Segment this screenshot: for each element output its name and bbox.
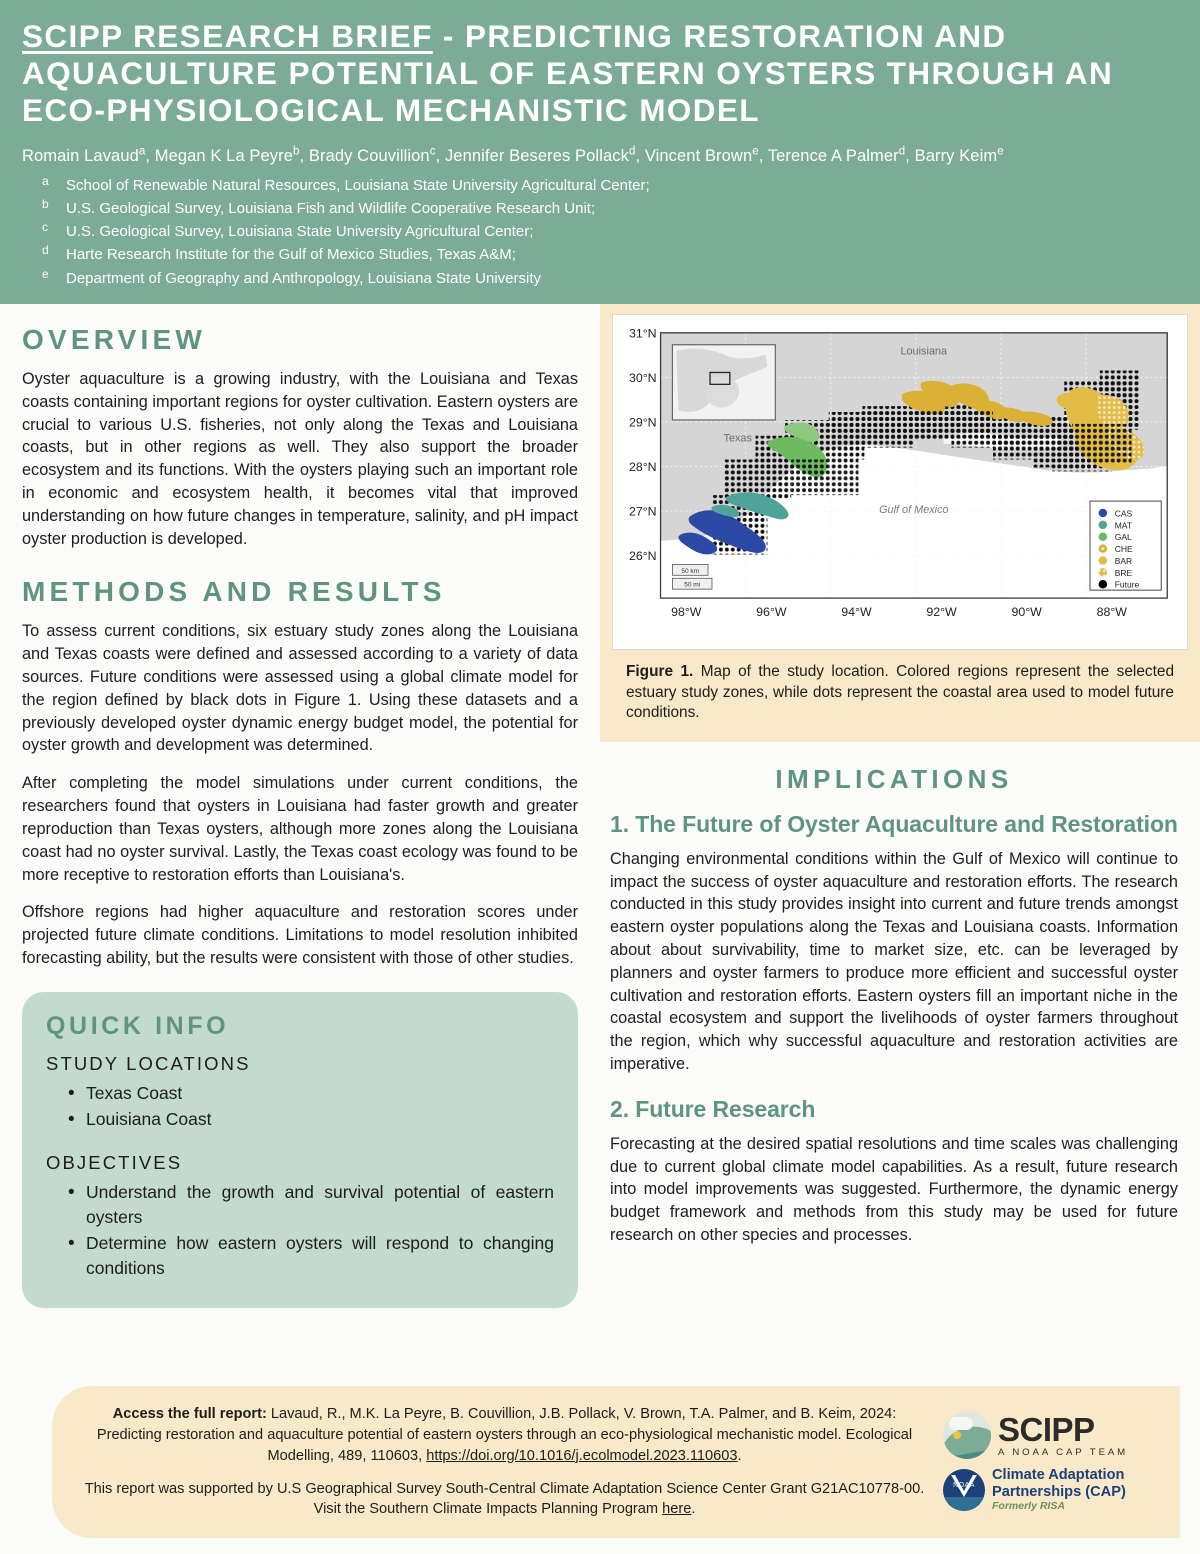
doi-link[interactable]: https://doi.org/10.1016/j.ecolmodel.2023.110603 [426, 1447, 738, 1464]
affiliation-mark: c [42, 220, 48, 235]
overview-heading: OVERVIEW [22, 323, 207, 355]
body-columns [0, 304, 1200, 1308]
map-label-texas: Texas [723, 432, 752, 445]
affiliation-text: Department of Geography and Anthropology, Louisiana State University [66, 269, 542, 287]
footer-logos [935, 1411, 1150, 1512]
figure-caption-label: Figure 1. [626, 663, 694, 681]
map-xtick-5: 88°W [1096, 604, 1127, 619]
study-locations-list [46, 1081, 554, 1132]
cap-line-2: Partnerships (CAP) [992, 1483, 1126, 1500]
affiliation-row [22, 220, 1178, 243]
author-mark-5: d [898, 145, 906, 158]
support-line [82, 1479, 927, 1520]
support-body: This report was supported by U.S Geographical Survey South-Central Climate Adaptation Science Center Grant G21AC10778-00. Visit the Southern Climate Impacts Planning Program [84, 1480, 925, 1518]
svg-text:MAT: MAT [1114, 520, 1133, 531]
affiliation-text: U.S. Geological Survey, Louisiana Fish and Wildlife Cooperative Research Unit; [66, 199, 596, 217]
scipp-globe-icon [943, 1411, 991, 1459]
author-line [22, 145, 1178, 167]
map-xtick-1: 96°W [756, 604, 787, 619]
implications-heading: IMPLICATIONS [775, 763, 1013, 794]
cap-logo [943, 1467, 1126, 1512]
map-xtick-0: 98°W [671, 604, 702, 619]
author-mark-0: a [138, 145, 146, 158]
map-ytick-2: 29°N [628, 415, 657, 430]
map-label-gulf: Gulf of Mexico [879, 503, 949, 516]
map-ytick-5: 26°N [628, 548, 657, 563]
citation-body: Lavaud, R., M.K. La Peyre, B. Couvillion, J.B. Pollack, V. Brown, T.A. Palmer, and B. Keim, 2024: Predicting restoration and aquaculture potential of eastern oysters through an eco-physiological mechanistic model. Ecological Modelling, 489, 110603, [96, 1406, 913, 1464]
implication-1-text: Changing environmental conditions within the Gulf of Mexico will continue to impact the success of oyster aquaculture and restoration efforts. The research conducted in this study provides insight into current and future trends amongst eastern oyster populations along the Texas and Louisiana coasts. Information about about survivability, time to market size, etc. can be leveraged by planners and oyster farmers to produce more efficient and successful oyster cultivation and restoration efforts. Eastern oysters fill an important niche in the coastal ecosystem and support the livelihoods of oyster farmers throughout the region, which why successful aquaculture and restoration activities are imperative. [610, 849, 1178, 1074]
map-ytick-0: 31°N [628, 326, 657, 341]
methods-paragraph-3: Offshore regions had higher aquaculture and restoration scores under projected future climate conditions. Limitations to model resolution inhibited forecasting ability, but the results were consistent with those of other studies. [22, 903, 578, 967]
affiliation-text: Harte Research Institute for the Gulf of Mexico Studies, Texas A&M; [66, 246, 516, 264]
methods-paragraph-1: To assess current conditions, six estuary study zones along the Louisiana and Texas coasts were defined and assessed according to a variety of data sources. Future conditions were assessed using a global climate model for the region defined by black dots in Figure 1. Using these datasets and a previously developed oyster dynamic energy budget model, the potential for oyster growth and development was determined. [22, 622, 578, 755]
left-column [0, 304, 600, 1308]
scipp-name: SCIPP [998, 1411, 1095, 1449]
list-item: • Understand the growth and survival potential of eastern oysters [68, 1180, 554, 1230]
document-footer [52, 1386, 1180, 1538]
author-mark-3: d [628, 145, 636, 158]
author-mark-6: e [997, 145, 1004, 158]
author-mark-4: e [752, 145, 759, 158]
map-ytick-4: 27°N [628, 504, 657, 519]
scipp-tagline: A NOAA CAP TEAM [998, 1447, 1129, 1459]
methods-heading: METHODS AND RESULTS [22, 576, 446, 608]
affiliation-mark: e [42, 266, 49, 281]
scipp-logo [943, 1411, 1128, 1459]
author-mark-2: c [429, 145, 436, 158]
map-xtick-2: 94°W [841, 604, 872, 619]
svg-text:CHE: CHE [1114, 543, 1133, 554]
quick-info-box [22, 992, 578, 1308]
list-item: • Texas Coast [68, 1081, 554, 1106]
author-6: Barry Keim$^e$ [914, 145, 1004, 166]
implication-2-heading: 2. Future Research [610, 1095, 816, 1122]
here-link[interactable]: here [662, 1501, 692, 1518]
implication-1-heading: 1. The Future of Oyster Aquaculture and Restoration [610, 810, 1178, 837]
author-4: Vincent Brown$^e$, [644, 145, 764, 166]
map-legend [1090, 501, 1161, 590]
map-ytick-1: 30°N [628, 370, 657, 385]
svg-text:Future: Future [1114, 579, 1140, 590]
author-mark-1: b [293, 145, 300, 158]
figure-1-box [600, 304, 1200, 742]
map-ytick-3: 28°N [628, 459, 657, 474]
author-3: Jennifer Beseres Pollack$^d$, [444, 145, 641, 166]
quick-info-heading: QUICK INFO [46, 1011, 230, 1040]
right-column [600, 304, 1200, 1308]
map-label-louisiana: Louisiana [900, 345, 948, 358]
implication-2-text: Forecasting at the desired spatial resolutions and time scales was challenging due to current global climate model capabilities. As a result, future research into model improvements was suggested. Furthermore, the dynamic energy budget framework and methods from this study may be used for future research on other species and processes. [610, 1134, 1178, 1245]
figure-caption [612, 650, 1188, 727]
map-frame [612, 314, 1188, 651]
list-item: • Determine how eastern oysters will respond to changing conditions [68, 1231, 554, 1281]
title-rest: - PREDICTING RESTORATION AND AQUACULTURE POTENTIAL OF EASTERN OYSTERS THROUGH AN ECO-PHYSIOLOGICAL MECHANISTIC MODEL [22, 18, 1114, 128]
noaa-seal-icon [943, 1469, 985, 1511]
page-title [22, 18, 1178, 129]
affiliation-mark: b [42, 196, 49, 211]
list-item: • Louisiana Coast [68, 1107, 554, 1132]
author-5: Terence A Palmer$^d$, [767, 145, 910, 166]
study-location-map [617, 321, 1183, 648]
svg-text:BRE: BRE [1114, 567, 1133, 578]
figure-caption-text: Map of the study location. Colored regions represent the selected estuary study zones, while dots represent the coastal area used to model future conditions. [626, 663, 1174, 722]
map-xtick-3: 92°W [926, 604, 957, 619]
document-header [0, 0, 1200, 304]
objectives-list [46, 1180, 554, 1281]
affiliation-text: U.S. Geological Survey, Louisiana State University Agricultural Center; [66, 223, 534, 241]
svg-text:CAS: CAS [1114, 508, 1133, 519]
citation-period: . [737, 1447, 742, 1464]
affiliation-row [22, 267, 1178, 290]
title-underlined-part: SCIPP RESEARCH BRIEF [22, 18, 433, 54]
cap-wordmark [992, 1467, 1126, 1512]
affiliation-mark: d [42, 243, 49, 258]
author-1: Megan K La Peyre$^b$, [154, 145, 305, 166]
svg-text:BAR: BAR [1114, 555, 1133, 566]
overview-paragraph: Oyster aquaculture is a growing industry, with the Louisiana and Texas coasts containing important regions for oyster cultivation. Eastern oysters are crucial to various U.S. fisheries, not only along the Texas and Louisiana coasts, but in other regions as well. They also support the broader ecosystem and its functions. With the oysters playing such an important role in economic and ecosystem health, it becomes vital that improved understanding on how future changes in temperature, salinity, and pH impact oyster production is developed. [22, 369, 578, 548]
affiliation-row [22, 243, 1178, 266]
noaa-label: NOAA [953, 1482, 975, 1490]
cap-line-3: Formerly RISA [992, 1500, 1065, 1513]
map-xtick-4: 90°W [1011, 604, 1042, 619]
study-locations-label: STUDY LOCATIONS [46, 1052, 251, 1074]
map-scale-km: 50 km [681, 567, 700, 575]
affiliation-mark: a [42, 173, 49, 188]
objectives-label: OBJECTIVES [46, 1151, 183, 1173]
implications-section [600, 742, 1200, 1247]
support-period: . [691, 1501, 696, 1518]
affiliation-row [22, 174, 1178, 197]
affiliations-list [22, 174, 1178, 290]
author-2: Brady Couvillion$^c$, [308, 145, 441, 166]
methods-paragraph-2: After completing the model simulations under current conditions, the researchers found that oysters in Louisiana had faster growth and greater reproduction than Texas oysters, although more zones along the Louisiana coast had no oyster survival. Lastly, the Texas coast ecology was found to be more receptive to restoration efforts than Louisiana's. [22, 774, 578, 884]
affiliation-row [22, 197, 1178, 220]
access-report-label: Access the full report: [112, 1406, 267, 1423]
map-scale-mi: 50 mi [684, 581, 701, 589]
affiliation-text: School of Renewable Natural Resources, Louisiana State University Agricultural Center; [66, 176, 650, 194]
scipp-wordmark [998, 1413, 1128, 1458]
svg-text:GAL: GAL [1114, 532, 1132, 543]
cap-line-1: Climate Adaptation [992, 1467, 1125, 1484]
author-0: Romain Lavaud$^a$, [22, 145, 151, 166]
citation-line [82, 1404, 927, 1466]
footer-text-block [82, 1404, 927, 1520]
